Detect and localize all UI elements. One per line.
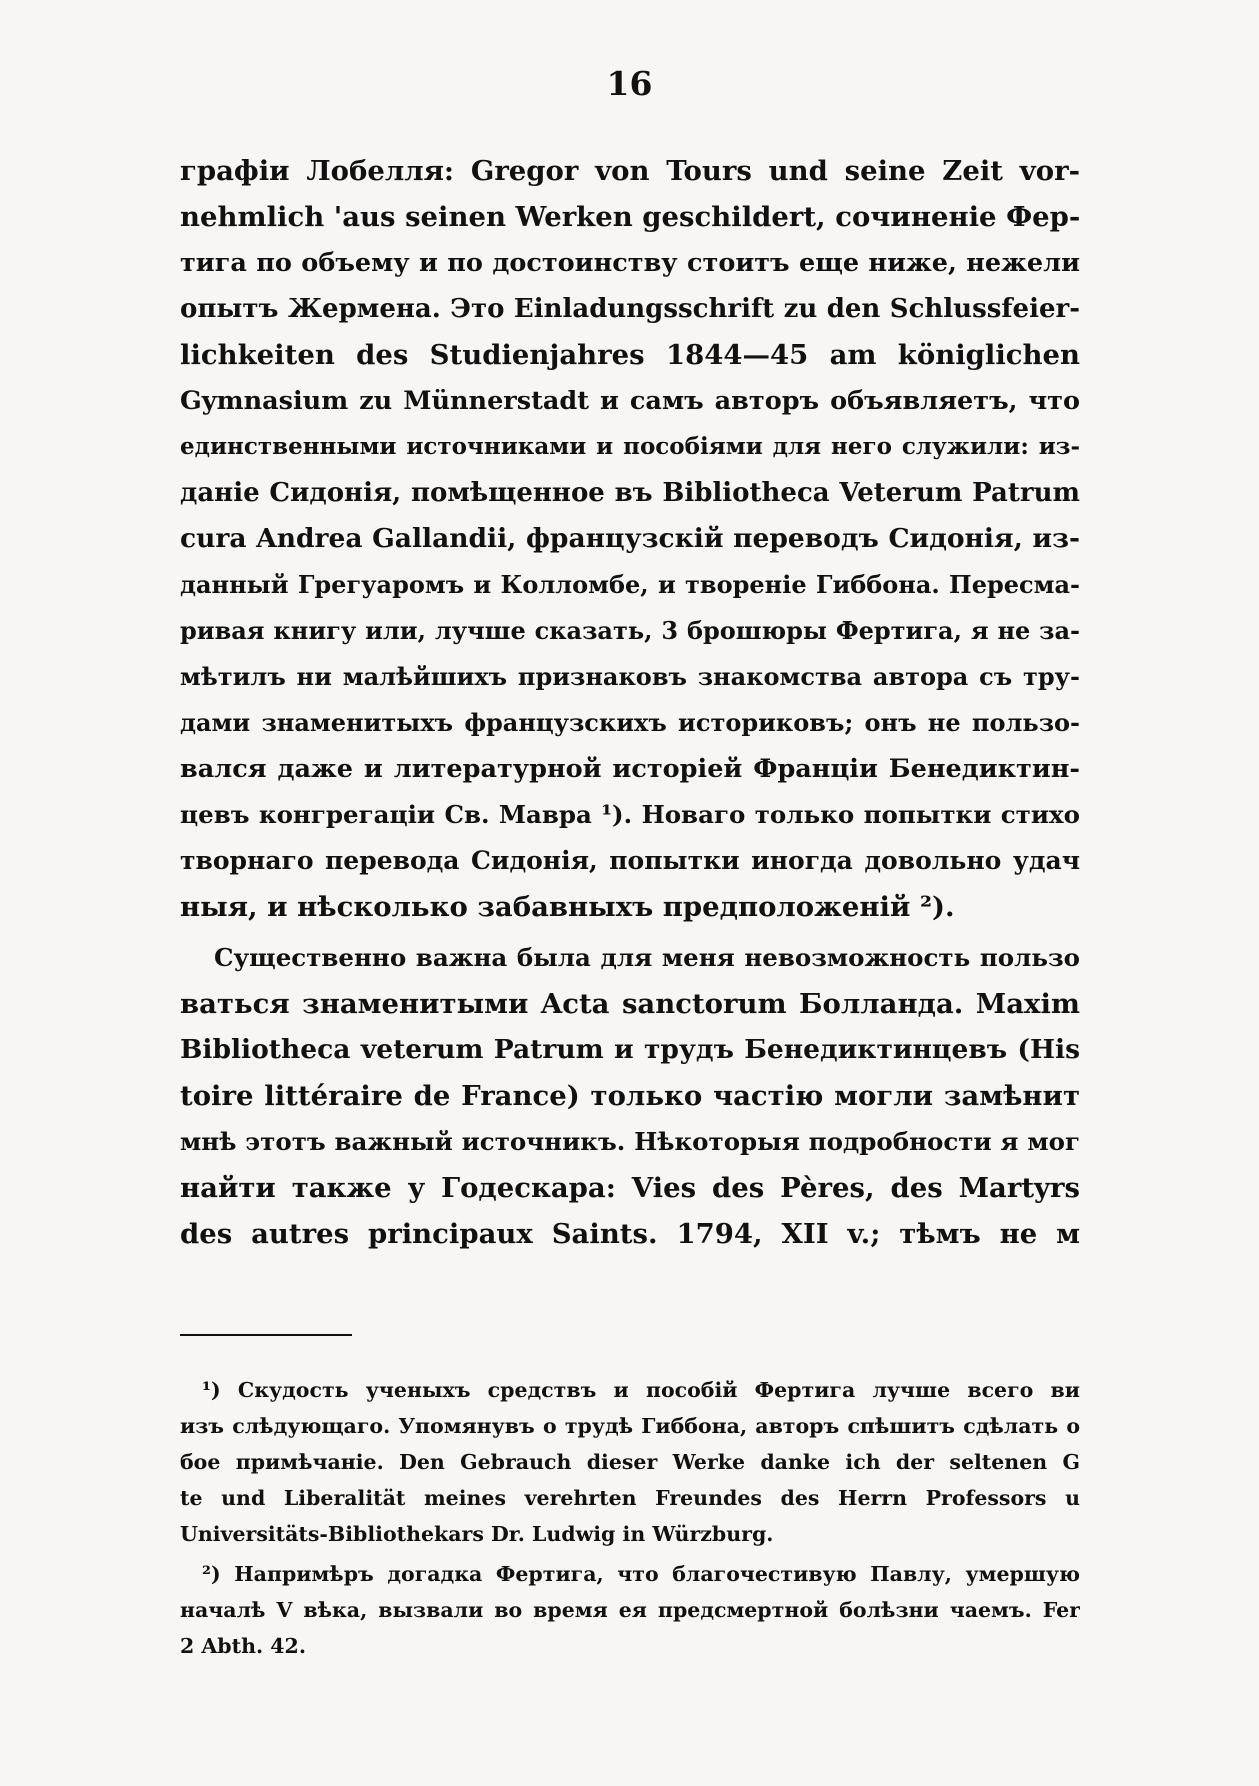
text-line: des autres principaux Saints. 1794, XII v.; тѣмъ не м bbox=[180, 1218, 1080, 1250]
text-line: даніе Сидонія, помѣщенное въ Bibliotheca Veterum Patrum bbox=[180, 478, 1080, 508]
text-line: Gymnasium zu Münnerstadt и самъ авторъ объявляетъ, что bbox=[180, 386, 1080, 416]
text-line: цевъ конгрегаціи Св. Мавра ¹). Новаго только попытки стихо bbox=[180, 800, 1080, 829]
text-line: данный Грегуаромъ и Колломбе, и твореніе Гиббона. Пересма- bbox=[180, 570, 1080, 599]
text-line: опытъ Жермена. Это Einladungsschrift zu den Schlussfeier- bbox=[180, 294, 1080, 324]
page-number: 16 bbox=[606, 64, 653, 103]
text-line: вался даже и литературной исторіей Франціи Бенедиктин- bbox=[180, 754, 1080, 784]
text-line: ривая книгу или, лучше сказать, 3 брошюры Фертига, я не за- bbox=[180, 616, 1080, 645]
text-line: мнѣ этотъ важный источникъ. Нѣкоторыя подробности я мог bbox=[180, 1127, 1080, 1156]
text-line: Bibliotheca veterum Patrum и трудъ Бенедиктинцевъ (His bbox=[180, 1034, 1080, 1065]
footnote-1-line: изъ слѣдующаго. Упомянувъ о трудѣ Гиббона, авторъ спѣшитъ сдѣлать о bbox=[180, 1414, 1080, 1438]
text-line: ваться знаменитыми Acta sanctorum Болланда. Maxim bbox=[180, 988, 1080, 1020]
footnote-1-line: te und Liberalität meines verehrten Freundes des Herrn Professors u bbox=[180, 1486, 1080, 1510]
footnote-1-line: ¹) Скудость ученыхъ средствъ и пособій Фертига лучше всего ви bbox=[202, 1378, 1080, 1402]
footnote-1-line: бое примѣчаніе. Den Gebrauch dieser Werke danke ich der seltenen G bbox=[180, 1450, 1080, 1474]
footnote-divider bbox=[180, 1334, 352, 1336]
text-line: дами знаменитыхъ французскихъ историковъ; онъ не пользо- bbox=[180, 708, 1080, 737]
footnote-2-line: началѣ V вѣка, вызвали во время ея предсмертной болѣзни чаемъ. Fer bbox=[180, 1598, 1080, 1622]
text-line: lichkeiten des Studienjahres 1844—45 am königlichen bbox=[180, 339, 1080, 371]
text-line: мѣтилъ ни малѣйшихъ признаковъ знакомства автора съ тру- bbox=[180, 662, 1080, 691]
footnote-2-line: 2 Abth. 42. bbox=[180, 1634, 306, 1658]
text-line: nehmlich 'aus seinen Werken geschildert, сочиненіе Фер- bbox=[180, 201, 1080, 233]
footnote-1-line: Universitäts-Bibliothekars Dr. Ludwig in Würzburg. bbox=[180, 1522, 774, 1546]
text-line: найти также у Годескара: Vies des Pères, des Martyrs bbox=[180, 1172, 1080, 1204]
text-line: toire littéraire de France) только частію могли замѣнит bbox=[180, 1080, 1080, 1112]
footnote-2-line: ²) Напримѣръ догадка Фертига, что благочестивую Павлу, умершую bbox=[202, 1562, 1080, 1586]
text-line: cura Andrea Gallandii, французскій переводъ Сидонія, из- bbox=[180, 523, 1080, 554]
text-line: тига по объему и по достоинству стоитъ еще ниже, нежели bbox=[180, 248, 1080, 278]
text-line: единственными источниками и пособіями для него служили: из- bbox=[180, 433, 1080, 460]
text-line: творнаго перевода Сидонія, попытки иногда довольно удач bbox=[180, 846, 1080, 875]
paragraph-start-line: Существенно важна была для меня невозможность пользо bbox=[214, 943, 1080, 972]
text-line: графіи Лобелля: Gregor von Tours und seine Zeit vor- bbox=[180, 155, 1080, 187]
text-line: ныя, и нѣсколько забавныхъ предположеній ²). bbox=[180, 891, 955, 923]
